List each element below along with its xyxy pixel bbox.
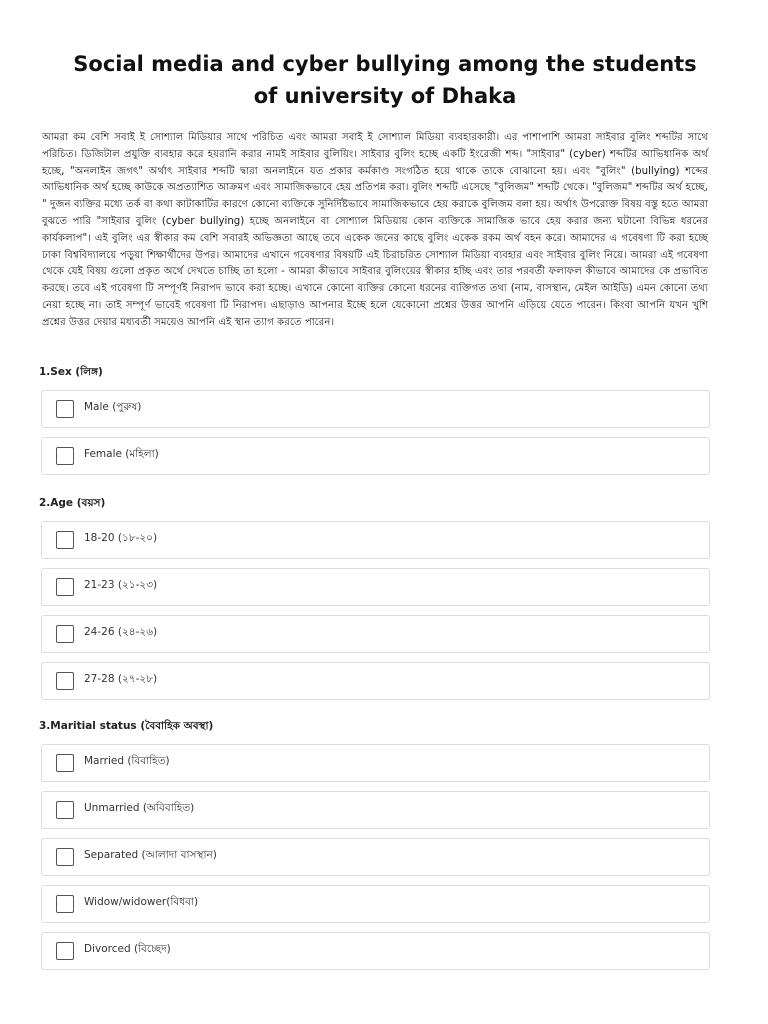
question-label: 3.Maritial status (বৈবাহিক অবস্থা) <box>39 719 214 732</box>
option-label: 18-20 (১৮-২০) <box>84 532 158 545</box>
option-male[interactable] <box>41 390 710 428</box>
checkbox[interactable] <box>56 531 74 549</box>
option-age-21-23[interactable] <box>41 568 710 606</box>
option-female[interactable] <box>41 437 710 475</box>
question-sex <box>39 365 711 475</box>
checkbox[interactable] <box>56 578 74 596</box>
option-label: Widow/widower(বিধবা) <box>84 896 199 909</box>
page-title: Social media and cyber bullying among the students of university of Dhaka <box>73 52 697 108</box>
option-label: Married (বিবাহিত) <box>84 755 170 768</box>
option-unmarried[interactable] <box>41 791 710 829</box>
option-widow[interactable] <box>41 885 710 923</box>
option-label: Unmarried (অবিবাহিত) <box>84 802 195 815</box>
intro-paragraph: আমরা কম বেশি সবাই ই সোশ্যাল মিডিয়ার সাথে পরিচিত এবং আমরা সবাই ই সোশ্যাল মিডিয়া ব্যবহারকারী। এর পাশাপাশি আমরা সাইবার বুলিং শব্দটির সাথে পরিচিত। ডিজিটাল প্রযুক্তি ব্যবহার করে হয়রানি করার নামই সাইবার বুলিয়িং। সাইবার বুলিং হচ্ছে একটি ইংরেজী শব্দ। "সাইবার" (cyber) শব্দটির আভিধানিক অর্থ হচ্ছে, "অনলাইন জগৎ" অর্থাৎ সাইবার শব্দটি দ্বারা অনলাইনে যত প্রকার কর্মকাণ্ড সংগঠিত হয়ে থাকে তাকে বোঝানো হয়। এবং "বুলিং" (bullying) শব্দের আভিধানিক অর্থ হচ্ছে কাউকে অপ্রত্যাশিত আক্রমণ এবং সামাজিকভাবে হেয় প্রতিপন্ন করা। বুলিং শব্দটি এসেছে "বুলিজম" শব্দটি থেকে। "বুলিজম" শব্দটির অর্থ হচ্ছে, " দুজন ব্যক্তির মধ্যে তর্ক বা কথা কাটাকাটির কারণে কোনো ব্যক্তিকে সুনির্দিষ্টভাবে সামাজিকভাবে হেয় করাকে বুলিজম বলা হয়। অর্থাৎ উপরোক্ত বিষয় বস্তু হতে আমরা বুঝতে পারি "সাইবার বুলিং (cyber bullying) হচ্ছে অনলাইনে বা সোশ্যাল মিডিয়ায় কোন ব্যক্তিকে সামাজিক ভাবে হেয় করার জন্য ঘটানো বিভিন্ন ধরনের কার্যকলাপ"। এই বুলিং এর স্বীকার কম বেশি সবারই অভিজ্ঞতা আছে তবে একেক জনের কাছে বুলিং একেক রকম অর্থ বহন করে। আমাদের এ গবেষণা টি করা হচ্ছে ঢাকা বিশ্ববিদ্যালয়ে পড়ুয়া শিক্ষার্থীদের উপর। আমাদের এখানে গবেষণার বিষয়টি এই চিরাচরিত সোশ্যাল মিডিয়া ব্যবহার এবং সাইবার বুলিং নিয়ে। আমরা এই গবেষণা থেকে যেই বিষয় গুলো প্রকৃত অর্থে দেখতে চাচ্ছি তা হলো - আমরা কীভাবে সাইবার বুলিংয়ের স্বীকার হচ্ছি এবং তার পরবর্তী ফলাফল কীভাবে আমাদের কে প্রভাবিত করছে। তবে এই গবেষণা টি সম্পূর্ণই নিরাপদ ভাবে করা হচ্ছে। এখানে কোনো ব্যক্তির কোনো ধরনের ব্যক্তিগত তথ্য (নাম, বাসস্থান, মেইল আইডি) এমন কোনো তথ্য নেয়া হচ্ছে না। তাই সম্পূর্ণ ভাবেই গবেষণা টি নিরাপদ। এছাড়াও আপনার ইচ্ছে হলে যেকোনো প্রশ্নের উত্তর আপনি এড়িয়ে যেতে পারেন। কিংবা আপনি যখন খুশি প্রশ্নের উত্তর দেয়ার মধ্যবর্তী সময়েও আপনি এই স্থান ত্যাগ করতে পারেন। <box>42 132 708 328</box>
checkbox[interactable] <box>56 801 74 819</box>
question-marital-status <box>39 719 711 970</box>
checkbox[interactable] <box>56 672 74 690</box>
option-separated[interactable] <box>41 838 710 876</box>
option-label: Male (পুরুষ) <box>84 401 142 414</box>
checkbox[interactable] <box>56 942 74 960</box>
checkbox[interactable] <box>56 400 74 418</box>
option-label: 24-26 (২৪-২৬) <box>84 626 158 639</box>
option-label: 21-23 (২১-২৩) <box>84 579 158 592</box>
checkbox[interactable] <box>56 754 74 772</box>
option-label: Female (মহিলা) <box>84 448 159 461</box>
option-age-24-26[interactable] <box>41 615 710 653</box>
checkbox[interactable] <box>56 848 74 866</box>
checkbox[interactable] <box>56 895 74 913</box>
question-age <box>39 496 711 700</box>
question-label: 1.Sex (লিঙ্গ) <box>39 365 103 378</box>
option-age-27-28[interactable] <box>41 662 710 700</box>
option-label: Divorced (বিচ্ছেদ) <box>84 943 171 956</box>
option-label: Separated (আলাদা বাসস্থান) <box>84 849 217 862</box>
question-label: 2.Age (বয়স) <box>39 496 106 509</box>
option-age-18-20[interactable] <box>41 521 710 559</box>
option-married[interactable] <box>41 744 710 782</box>
checkbox[interactable] <box>56 625 74 643</box>
option-divorced[interactable] <box>41 932 710 970</box>
checkbox[interactable] <box>56 447 74 465</box>
option-label: 27-28 (২৭-২৮) <box>84 673 158 686</box>
